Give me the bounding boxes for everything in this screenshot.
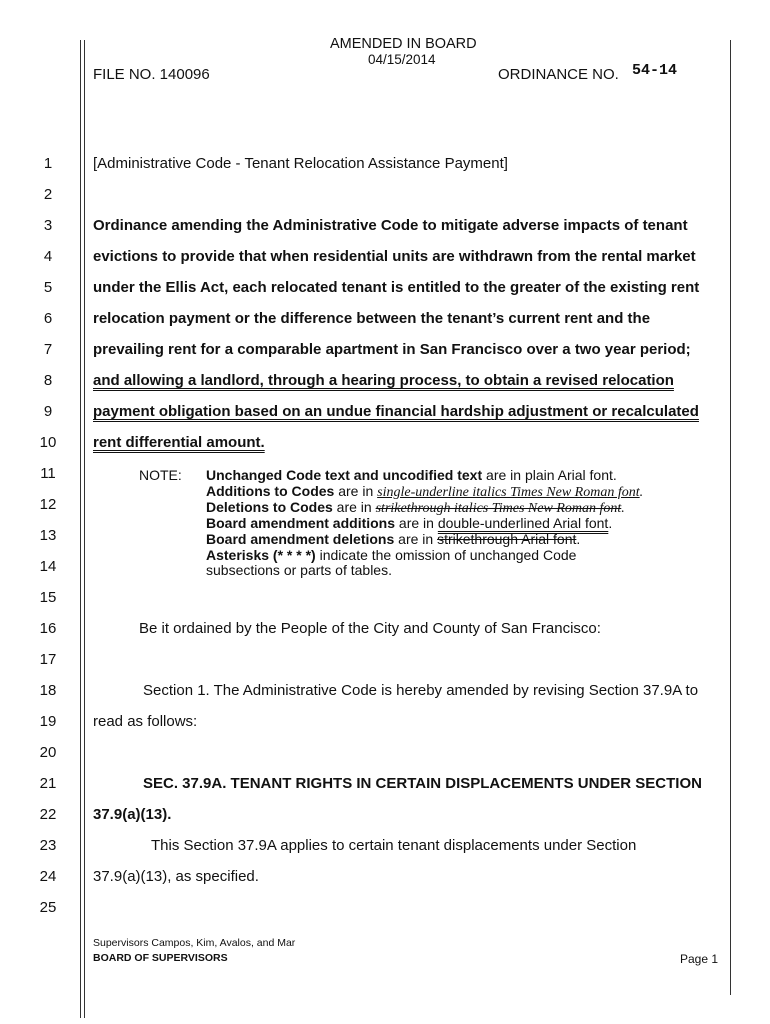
note-l5-mid: are in xyxy=(394,531,438,547)
summary-line: under the Ellis Act, each relocated tenant is entitled to the greater of the existing rent xyxy=(93,279,700,296)
note-l1-bold: Unchanged Code text and uncodified text xyxy=(206,467,483,483)
ordinance-number: 54-14 xyxy=(632,62,678,79)
note-line-7: subsections or parts of tables. xyxy=(206,562,392,578)
left-margin-rule-inner xyxy=(84,40,85,1018)
note-l2-mid: are in xyxy=(334,483,378,499)
note-l5-style: strikethrough Arial font xyxy=(437,531,577,547)
line-number: 24 xyxy=(39,868,57,885)
section-heading: SEC. 37.9A. TENANT RIGHTS IN CERTAIN DISPLACEMENTS UNDER SECTION xyxy=(143,775,702,792)
line-number: 3 xyxy=(43,217,53,234)
note-line-5 xyxy=(206,531,580,547)
line-number: 18 xyxy=(39,682,57,699)
note-l2-bold: Additions to Codes xyxy=(206,483,335,499)
note-l3-bold: Deletions to Codes xyxy=(206,499,333,515)
note-l6-bold: Asterisks (* * * *) xyxy=(206,547,316,563)
line-number: 1 xyxy=(43,155,53,172)
section-body-line: 37.9(a)(13), as specified. xyxy=(93,868,259,885)
summary-line: prevailing rent for a comparable apartment in San Francisco over a two year period; xyxy=(93,341,691,358)
note-l4-mid: are in xyxy=(395,515,438,531)
note-l4-style: double-underlined Arial font xyxy=(437,515,609,531)
note-line-1 xyxy=(206,467,617,483)
note-label: NOTE: xyxy=(139,467,182,483)
line-number: 16 xyxy=(39,620,57,637)
line-number: 9 xyxy=(43,403,53,420)
section-heading-cont: 37.9(a)(13). xyxy=(93,806,172,823)
line-number: 17 xyxy=(39,651,57,668)
footer-page-number: Page 1 xyxy=(680,952,719,966)
line-number: 6 xyxy=(43,310,53,327)
line-number: 11 xyxy=(40,465,56,482)
note-l4-bold: Board amendment additions xyxy=(206,515,396,531)
line-number: 12 xyxy=(39,496,57,513)
line-number: 8 xyxy=(43,372,53,389)
line-number: 22 xyxy=(39,806,57,823)
right-margin-rule xyxy=(730,40,731,995)
section-1-line: Section 1. The Administrative Code is hereby amended by revising Section 37.9A to xyxy=(143,682,699,699)
summary-line-amended: and allowing a landlord, through a hearing process, to obtain a revised relocation xyxy=(93,372,674,389)
document-title: [Administrative Code - Tenant Relocation Assistance Payment] xyxy=(93,155,508,172)
line-number: 19 xyxy=(39,713,57,730)
summary-line: Ordinance amending the Administrative Code to mitigate adverse impacts of tenant xyxy=(93,217,688,234)
note-l3-mid: are in xyxy=(332,499,376,515)
note-l5-bold: Board amendment deletions xyxy=(206,531,395,547)
line-number: 4 xyxy=(43,248,53,265)
line-number: 14 xyxy=(39,558,57,575)
summary-line: relocation payment or the difference between the tenant’s current rent and the xyxy=(93,310,651,327)
line-number: 20 xyxy=(39,744,57,761)
amended-date: 04/15/2014 xyxy=(368,52,436,67)
note-line-4 xyxy=(206,515,612,531)
summary-line-amended: payment obligation based on an undue financial hardship adjustment or recalculated xyxy=(93,403,699,420)
note-l4-end: . xyxy=(608,515,613,531)
line-number: 10 xyxy=(39,434,57,451)
note-line-6 xyxy=(206,547,576,563)
summary-line-amended: rent differential amount. xyxy=(93,434,265,451)
amended-in-board: AMENDED IN BOARD xyxy=(330,36,477,52)
note-l2-end: . xyxy=(639,485,644,500)
left-margin-rule-outer xyxy=(80,40,81,1018)
line-number: 21 xyxy=(39,775,57,792)
file-number: FILE NO. 140096 xyxy=(93,66,210,83)
note-l6-rest: indicate the omission of unchanged Code xyxy=(315,547,577,563)
ordinance-label: ORDINANCE NO. xyxy=(498,66,619,83)
note-l5-end: . xyxy=(576,531,581,547)
line-number: 5 xyxy=(43,279,53,296)
note-l3-end: . xyxy=(621,501,625,516)
note-l2-style: single-underline italics Times New Roman font xyxy=(377,485,640,500)
line-number: 2 xyxy=(43,186,53,203)
line-number: 7 xyxy=(43,341,53,358)
note-l1-rest: are in plain Arial font. xyxy=(482,467,617,483)
enacting-clause: Be it ordained by the People of the City and County of San Francisco: xyxy=(139,620,601,637)
section-1-line: read as follows: xyxy=(93,713,198,730)
line-number: 25 xyxy=(39,899,57,916)
note-l3-style: strikethrough italics Times New Roman font xyxy=(375,501,622,516)
footer-sponsors: Supervisors Campos, Kim, Avalos, and Mar xyxy=(93,937,296,949)
line-number: 13 xyxy=(39,527,57,544)
section-body-line: This Section 37.9A applies to certain tenant displacements under Section xyxy=(151,837,637,854)
footer-board: BOARD OF SUPERVISORS xyxy=(93,952,228,964)
line-number: 23 xyxy=(39,837,57,854)
line-number: 15 xyxy=(39,589,57,606)
summary-line: evictions to provide that when residential units are withdrawn from the rental market xyxy=(93,248,696,265)
